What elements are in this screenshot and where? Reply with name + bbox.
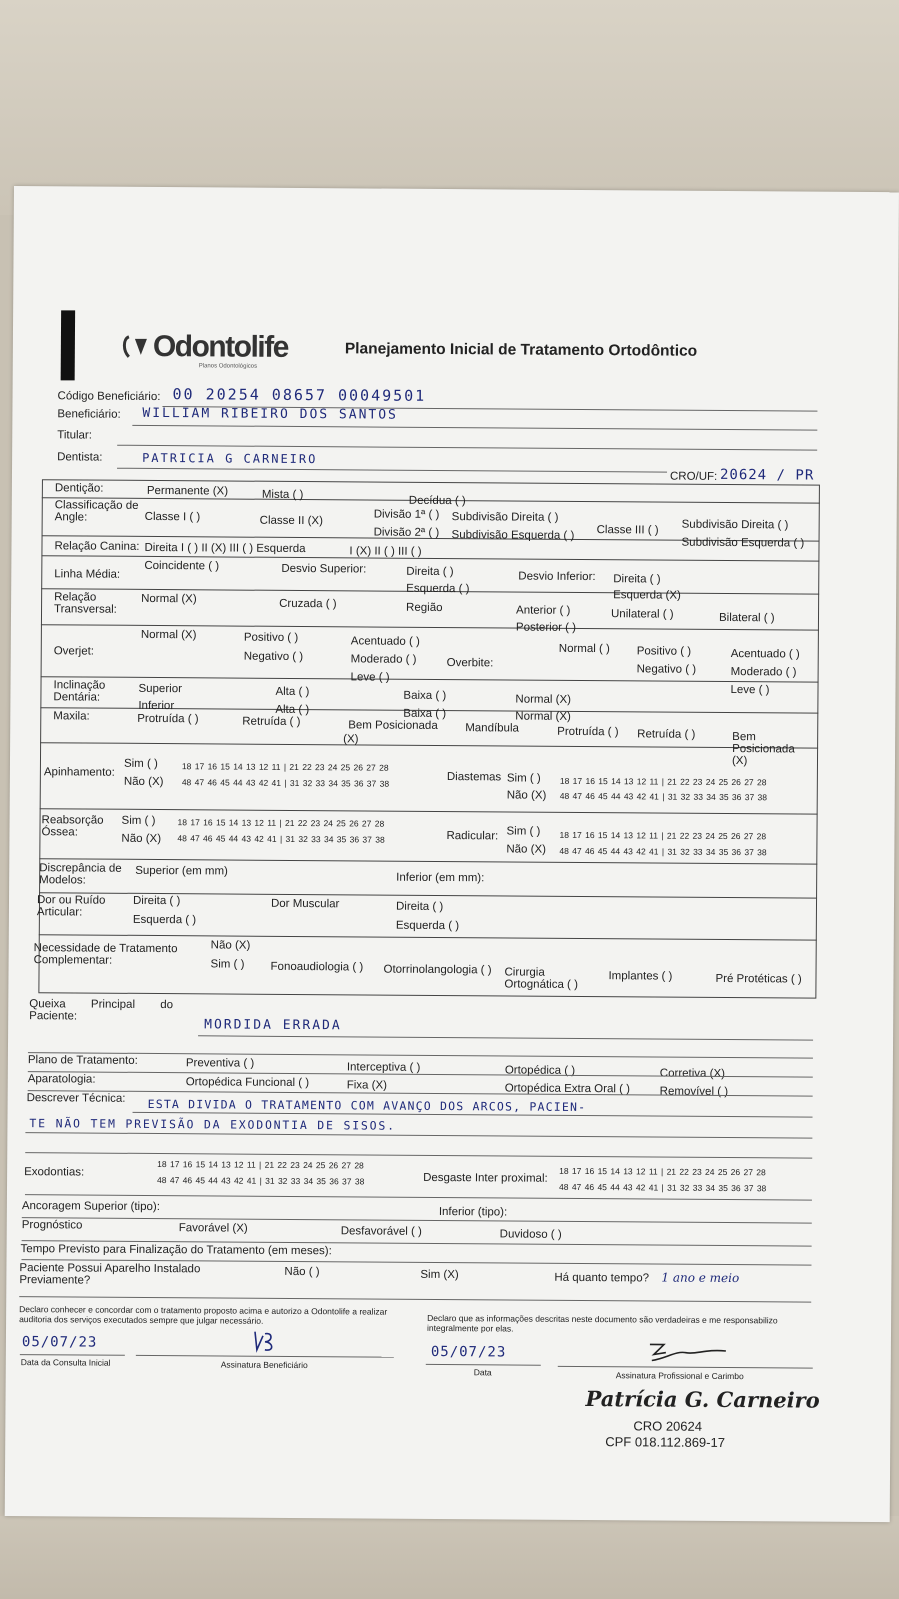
necessidade-sim[interactable]: Sim ( ) xyxy=(210,958,245,971)
linha-esquerda-inf[interactable]: Esquerda (X) xyxy=(613,589,681,602)
tecnica-line2[interactable]: TE NÃO TEM PREVISÃO DA EXODONTIA DE SISOS. xyxy=(29,1116,396,1133)
plano-label: Plano de Tratamento: xyxy=(27,1054,138,1067)
data-consulta-label: Data da Consulta Inicial xyxy=(20,1357,111,1368)
linha-desvio-sup: Desvio Superior: xyxy=(281,562,367,576)
stamp-name: Patrícia G. Carneiro xyxy=(585,1386,820,1413)
diastemas-sim[interactable]: Sim ( ) xyxy=(506,772,541,785)
aparatologia-extra-oral[interactable]: Ortopédica Extra Oral ( ) xyxy=(504,1082,631,1096)
apinhamento-sim[interactable]: Sim ( ) xyxy=(123,757,158,771)
desgaste-teeth-upper[interactable]: 18 17 16 15 14 13 12 11 | 21 22 23 24 25 26 27 28 xyxy=(559,1165,766,1178)
maxila-label: Maxila: xyxy=(53,710,90,723)
plano-corretiva[interactable]: Corretiva (X) xyxy=(659,1067,726,1080)
inclinacao-baixa-inf[interactable]: Baixa ( ) xyxy=(403,707,447,721)
transversal-label: Relação Transversal: xyxy=(54,591,117,616)
exodontias-teeth-upper[interactable]: 18 17 16 15 14 13 12 11 | 21 22 23 24 25 26 27 28 xyxy=(157,1159,364,1171)
transversal-anterior[interactable]: Anterior ( ) xyxy=(516,604,571,617)
necessidade-implantes[interactable]: Implantes ( ) xyxy=(608,970,673,983)
canina-direita[interactable]: Direita I ( ) II (X) III ( ) Esquerda xyxy=(144,541,306,556)
apinhamento-nao[interactable]: Não (X) xyxy=(123,775,164,789)
linha-direita[interactable]: Direita ( ) xyxy=(406,565,454,579)
stamp-cro: CRO 20624 xyxy=(633,1418,703,1434)
angle-classe3[interactable]: Classe III ( ) xyxy=(596,524,659,537)
dor-direita-m[interactable]: Direita ( ) xyxy=(395,900,444,914)
linha-coincidente[interactable]: Coincidente ( ) xyxy=(144,559,220,573)
aparelho-label: Paciente Possui Aparelho Instalado Previamente? xyxy=(19,1262,201,1287)
maxila-bem-mark[interactable]: (X) xyxy=(343,733,359,746)
data-consulta-value[interactable]: 05/07/23 xyxy=(21,1334,98,1351)
background-wall xyxy=(0,0,899,215)
reabsorcao-label: Reabsorção Óssea: xyxy=(41,814,104,839)
inclinacao-normal-inf[interactable]: Normal (X) xyxy=(515,710,571,723)
inclinacao-normal-sup[interactable]: Normal (X) xyxy=(515,693,572,706)
brand-name: Odontolife xyxy=(152,329,288,364)
dor-muscular: Dor Muscular xyxy=(270,897,340,911)
angle-subdir3[interactable]: Subdivisão Direita ( ) xyxy=(681,518,789,532)
linha-media-label: Linha Média: xyxy=(54,568,121,581)
plano-preventiva[interactable]: Preventiva ( ) xyxy=(185,1057,255,1070)
queixa-value[interactable]: MORDIDA ERRADA xyxy=(204,1017,342,1034)
overbite-positivo[interactable]: Positivo ( ) xyxy=(636,645,692,658)
dor-label: Dor ou Ruído Articular: xyxy=(36,894,106,919)
diastemas-label: Diastemas xyxy=(446,771,502,784)
necessidade-nao[interactable]: Não (X) xyxy=(210,939,251,952)
radicular-teeth-upper[interactable]: 18 17 16 15 14 13 12 11 | 21 22 23 24 25 26 27 28 xyxy=(559,829,767,842)
linha-direita-inf[interactable]: Direita ( ) xyxy=(613,573,661,586)
radicular-label: Radicular: xyxy=(446,830,499,843)
discrepancia-label: Discrepância de Modelos: xyxy=(39,862,122,887)
exodontias-teeth-lower[interactable]: 48 47 46 45 44 43 42 41 | 31 32 33 34 35 36 37 38 xyxy=(157,1175,365,1187)
overbite-label: Overbite: xyxy=(446,657,494,670)
necessidade-fono[interactable]: Fonoaudiologia ( ) xyxy=(270,960,364,974)
aparelho-sim[interactable]: Sim (X) xyxy=(420,1268,459,1282)
beneficiario-label: Beneficiário: xyxy=(57,408,121,421)
titular-line xyxy=(117,445,817,451)
denticao-decidua[interactable]: Decídua ( ) xyxy=(408,494,466,508)
denticao-label: Dentição: xyxy=(54,482,104,495)
dor-direita[interactable]: Direita ( ) xyxy=(132,894,181,908)
transversal-cruzada[interactable]: Cruzada ( ) xyxy=(279,597,337,611)
data-label: Data xyxy=(473,1367,492,1378)
assinatura-beneficiario-label: Assinatura Beneficiário xyxy=(220,1359,308,1371)
diastemas-nao[interactable]: Não (X) xyxy=(506,789,547,802)
form-sheet xyxy=(5,186,899,1522)
overjet-acentuado[interactable]: Acentuado ( ) xyxy=(350,635,420,648)
necessidade-pre[interactable]: Pré Protéticas ( ) xyxy=(715,972,802,986)
aparatologia-funcional[interactable]: Ortopédica Funcional ( ) xyxy=(185,1076,310,1090)
maxila-bem[interactable]: Bem Posicionada xyxy=(348,719,438,732)
reabsorcao-nao[interactable]: Não (X) xyxy=(121,832,162,846)
overbite-normal[interactable]: Normal ( ) xyxy=(558,642,610,656)
dor-esquerda[interactable]: Esquerda ( ) xyxy=(132,913,197,927)
alignment-mark xyxy=(61,310,75,380)
canina-label: Relação Canina: xyxy=(54,540,140,553)
overbite-negativo[interactable]: Negativo ( ) xyxy=(636,663,697,676)
apinhamento-label: Apinhamento: xyxy=(43,766,115,779)
overbite-leve[interactable]: Leve ( ) xyxy=(730,684,770,697)
radicular-nao[interactable]: Não (X) xyxy=(506,843,547,856)
angle-classe2[interactable]: Classe II (X) xyxy=(259,514,323,528)
declaro-beneficiario: Declaro conhecer e concordar com o tratamento proposto acima e autorizo a Odontolife a realizar auditoria dos serviços executados sempre que julgar necessário. xyxy=(19,1304,388,1326)
plano-interceptiva[interactable]: Interceptiva ( ) xyxy=(346,1061,421,1074)
prognostico-favoravel[interactable]: Favorável (X) xyxy=(178,1222,248,1235)
reabsorcao-teeth-upper[interactable]: 18 17 16 15 14 13 12 11 | 21 22 23 24 25 26 27 28 xyxy=(177,817,385,829)
codigo-value[interactable]: 00 20254 08657 00049501 xyxy=(172,385,427,405)
titular-label: Titular: xyxy=(57,429,93,442)
dor-esquerda-m[interactable]: Esquerda ( ) xyxy=(395,919,460,933)
inclinacao-alta-sup[interactable]: Alta ( ) xyxy=(275,685,310,699)
discrepancia-superior[interactable]: Superior (em mm) xyxy=(135,864,228,878)
inclinacao-alta-inf[interactable]: Alta ( ) xyxy=(275,703,310,717)
mandibula-label: Mandíbula xyxy=(465,722,519,735)
brand-tagline: Planos Odontológicos xyxy=(198,363,258,370)
angle-div1[interactable]: Divisão 1ª ( ) xyxy=(373,508,440,521)
overjet-label: Overjet: xyxy=(53,645,95,658)
canina-esquerda[interactable]: I (X) II ( ) III ( ) xyxy=(349,545,422,558)
mandibula-retruida[interactable]: Retruída ( ) xyxy=(637,728,696,741)
dentista-label: Dentista: xyxy=(57,451,103,464)
tooth-logo-icon xyxy=(121,333,151,361)
transversal-bilateral[interactable]: Bilateral ( ) xyxy=(718,611,775,625)
denticao-permanente[interactable]: Permanente (X) xyxy=(146,484,229,498)
radicular-teeth-lower[interactable]: 48 47 46 45 44 43 42 41 | 31 32 33 34 35 36 37 38 xyxy=(559,845,767,858)
prognostico-desfavoravel[interactable]: Desfavorável ( ) xyxy=(340,1225,422,1238)
prognostico-duvidoso[interactable]: Duvidoso ( ) xyxy=(499,1228,562,1241)
aparatologia-label: Aparatologia: xyxy=(27,1073,96,1086)
necessidade-cirurgia[interactable]: Cirurgia Ortognática ( ) xyxy=(504,966,578,991)
aparelho-nao[interactable]: Não ( ) xyxy=(284,1265,320,1279)
inclinacao-inferior: Inferior xyxy=(138,699,175,713)
overbite-moderado[interactable]: Moderado ( ) xyxy=(730,666,797,679)
codigo-label: Código Beneficiário: xyxy=(57,390,161,404)
ha-quanto-label: Há quanto tempo? xyxy=(554,1271,650,1285)
declaro-profissional: Declaro que as informações descritas neste documento são verdadeiras e me responsabilizo integralmente por elas. xyxy=(427,1312,778,1334)
ancoragem-sup-label: Ancoragem Superior (tipo): xyxy=(21,1200,160,1214)
maxila-retruida[interactable]: Retruída ( ) xyxy=(242,715,301,729)
desgaste-label: Desgaste Inter proximal: xyxy=(423,1171,548,1185)
overjet-moderado[interactable]: Moderado ( ) xyxy=(350,653,417,666)
apinhamento-teeth-lower[interactable]: 48 47 46 45 44 43 42 41 | 31 32 33 34 35 36 37 38 xyxy=(181,777,390,789)
beneficiario-signature xyxy=(251,1328,281,1359)
aparatologia-fixa[interactable]: Fixa (X) xyxy=(346,1079,388,1092)
reabsorcao-teeth-lower[interactable]: 48 47 46 45 44 43 42 41 | 31 32 33 34 35 36 37 38 xyxy=(177,833,385,845)
necessidade-otorrino[interactable]: Otorrinolangologia ( ) xyxy=(383,963,492,977)
discrepancia-inferior[interactable]: Inferior (em mm): xyxy=(396,871,485,885)
exodontias-label: Exodontias: xyxy=(24,1166,85,1179)
form-title: Planejamento Inicial de Tratamento Ortodôntico xyxy=(344,340,698,360)
apinhamento-teeth-upper[interactable]: 18 17 16 15 14 13 12 11 | 21 22 23 24 25 26 27 28 xyxy=(181,761,389,773)
inclinacao-label: Inclinação Dentária: xyxy=(53,679,106,704)
assinatura-profissional-label: Assinatura Profissional e Carimbo xyxy=(615,1370,744,1382)
denticao-mista[interactable]: Mista ( ) xyxy=(261,488,304,502)
transversal-posterior[interactable]: Posterior ( ) xyxy=(515,621,577,634)
aparatologia-removivel[interactable]: Removível ( ) xyxy=(659,1085,729,1099)
tecnica-label: Descrever Técnica: xyxy=(26,1092,126,1105)
cro-label: CRO/UF: xyxy=(669,470,718,483)
radicular-sim[interactable]: Sim ( ) xyxy=(506,825,541,838)
table-surface xyxy=(0,1516,899,1599)
dentista-line xyxy=(117,468,667,473)
overjet-normal[interactable]: Normal (X) xyxy=(140,628,197,642)
desgaste-teeth-lower[interactable]: 48 47 46 45 44 43 42 41 | 31 32 33 34 35 36 37 38 xyxy=(558,1181,767,1194)
prognostico-label: Prognóstico xyxy=(21,1219,83,1232)
inclinacao-baixa-sup[interactable]: Baixa ( ) xyxy=(403,689,447,703)
cro-value[interactable]: 20624 / PR xyxy=(719,466,815,484)
mandibula-bem[interactable]: Bem Posicionada (X) xyxy=(731,731,795,768)
overjet-leve[interactable]: Leve ( ) xyxy=(350,671,390,684)
queixa-label: Queixa Principal do Paciente: xyxy=(29,998,174,1023)
overjet-positivo[interactable]: Positivo ( ) xyxy=(243,631,299,644)
diastemas-teeth-lower[interactable]: 48 47 46 45 44 43 42 41 | 31 32 33 34 35 36 37 38 xyxy=(559,790,768,803)
plano-ortopedica[interactable]: Ortopédica ( ) xyxy=(504,1064,576,1077)
transversal-unilateral[interactable]: Unilateral ( ) xyxy=(610,608,674,621)
ha-quanto-value[interactable]: 1 ano e meio xyxy=(661,1270,740,1286)
queixa-line xyxy=(198,1035,813,1040)
reabsorcao-sim[interactable]: Sim ( ) xyxy=(121,814,156,828)
transversal-regiao: Região xyxy=(406,601,443,615)
inclinacao-superior: Superior xyxy=(138,682,183,696)
beneficiario-value[interactable]: WILLIAM RIBEIRO DOS SANTOS xyxy=(142,405,398,423)
angle-label: Classificação de Angle: xyxy=(54,499,139,524)
data-value[interactable]: 05/07/23 xyxy=(430,1343,507,1361)
dentista-value[interactable]: PATRICIA G CARNEIRO xyxy=(142,450,318,467)
angle-subesq[interactable]: Subdivisão Esquerda ( ) xyxy=(451,529,575,542)
diastemas-teeth-upper[interactable]: 18 17 16 15 14 13 12 11 | 21 22 23 24 25 26 27 28 xyxy=(559,775,767,788)
tempo-label: Tempo Previsto para Finalização do Tratamento (em meses): xyxy=(20,1243,332,1258)
transversal-normal[interactable]: Normal (X) xyxy=(141,592,197,606)
stamp-cpf: CPF 018.112.869-17 xyxy=(605,1434,726,1450)
angle-subdir[interactable]: Subdivisão Direita ( ) xyxy=(451,511,559,524)
linha-desvio-inf: Desvio Inferior: xyxy=(518,570,596,584)
necessidade-label: Necessidade de Tratamento Complementar: xyxy=(33,942,178,967)
mandibula-protruida[interactable]: Protruída ( ) xyxy=(557,725,619,739)
maxila-protruida[interactable]: Protruída ( ) xyxy=(137,712,199,726)
angle-div2[interactable]: Divisão 2ª ( ) xyxy=(373,526,440,539)
beneficiario-line xyxy=(132,425,817,431)
angle-classe1[interactable]: Classe I ( ) xyxy=(144,510,201,524)
brand-logo xyxy=(121,327,288,368)
overbite-acentuado[interactable]: Acentuado ( ) xyxy=(730,648,800,661)
tecnica-line1[interactable]: ESTA DIVIDA O TRATAMENTO COM AVANÇO DOS ARCOS, PACIEN- xyxy=(147,1096,587,1115)
ancoragem-inf-label: Inferior (tipo): xyxy=(438,1205,508,1219)
angle-subesq3[interactable]: Subdivisão Esquerda ( ) xyxy=(681,536,805,550)
linha-esquerda[interactable]: Esquerda ( ) xyxy=(406,582,470,596)
overjet-negativo[interactable]: Negativo ( ) xyxy=(243,650,304,664)
